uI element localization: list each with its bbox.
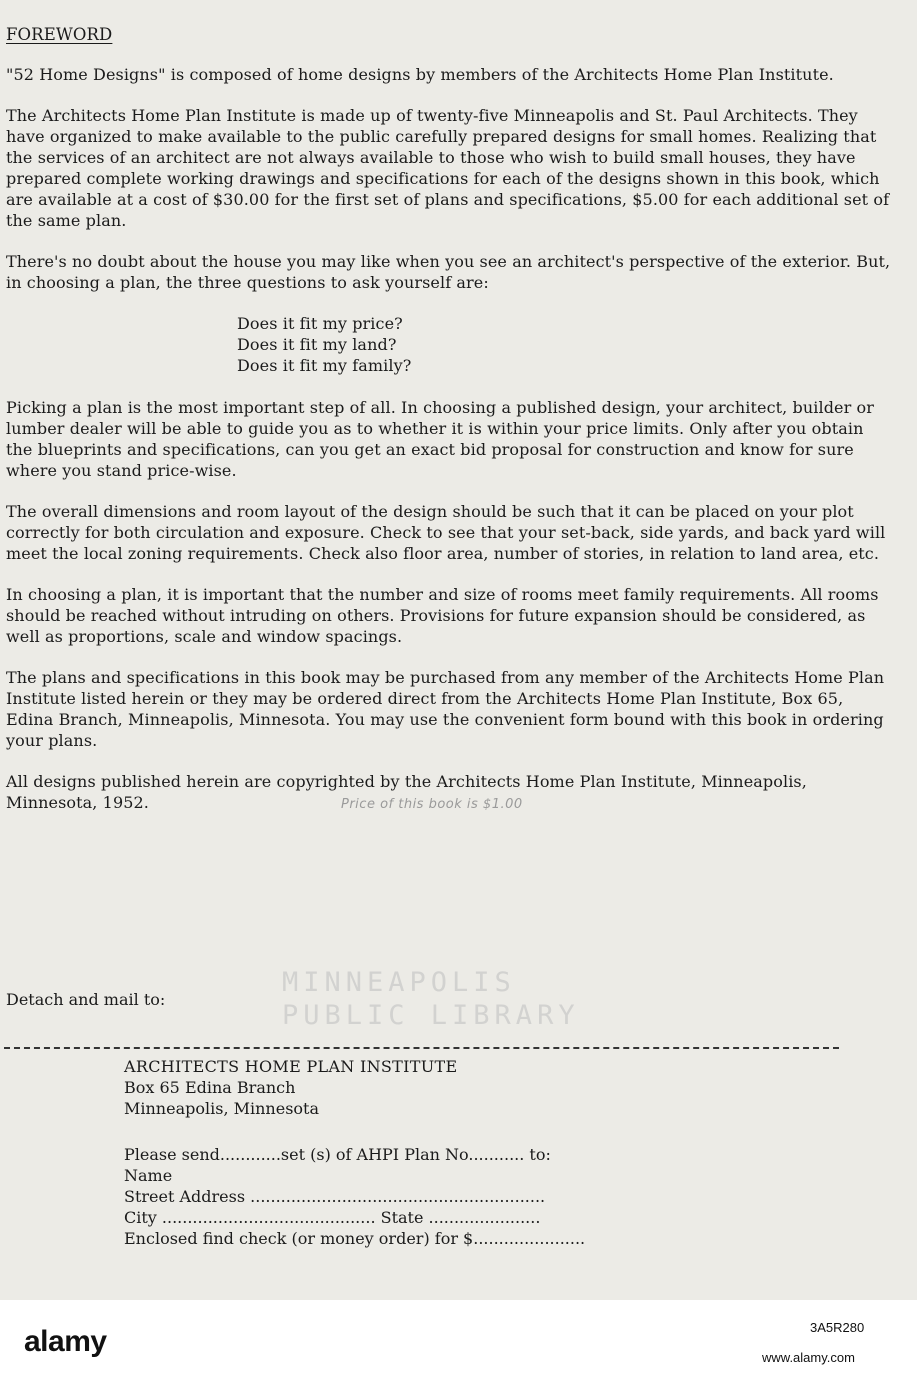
library-stamp: [282, 966, 580, 1032]
detach-label: Detach and mail to:: [6, 990, 166, 1009]
question-family: Does it fit my family?: [237, 356, 412, 375]
form-row-city-state: City .......................................... State ......................: [124, 1208, 541, 1227]
watermark-logo: alamy: [24, 1325, 107, 1358]
form-row-please-send: Please send............set (s) of AHPI Plan No........... to:: [124, 1145, 551, 1164]
form-row-enclosed: Enclosed find check (or money order) for $......................: [124, 1229, 586, 1248]
foreword-heading: FOREWORD: [6, 25, 113, 44]
paragraph-copyright: All designs published herein are copyrighted by the Architects Home Plan Institute, Minneapolis, Minnesota, 1952.: [6, 772, 807, 812]
question-price: Does it fit my price?: [237, 314, 403, 333]
copyright-block: [6, 771, 891, 813]
question-land: Does it fit my land?: [237, 335, 397, 354]
paragraph-intro: "52 Home Designs" is composed of home designs by members of the Architects Home Plan Institute.: [6, 65, 834, 84]
form-row-name: Name: [124, 1166, 173, 1185]
form-address-2: Minneapolis, Minnesota: [124, 1099, 319, 1118]
paragraph-dimensions: The overall dimensions and room layout of the design should be such that it can be placed on your plot correctly for both circulation and exposure. Check to see that your set-back, side yards, and back yard will meet the local zoning requirements. Check also floor area, number of stories, in relation to land area, etc.: [6, 502, 886, 563]
paragraph-perspective: There's no doubt about the house you may like when you see an architect's perspective of the exterior. But, in choosing a plan, the three questions to ask yourself are:: [6, 252, 891, 292]
watermark-bar: [0, 1300, 917, 1390]
stamp-line-2: PUBLIC LIBRARY: [282, 1000, 580, 1031]
watermark-url: www.alamy.com: [762, 1350, 855, 1365]
form-org-name: ARCHITECTS HOME PLAN INSTITUTE: [124, 1057, 458, 1076]
paragraph-rooms: In choosing a plan, it is important that the number and size of rooms meet family requirements. All rooms should be reached without intruding on others. Provisions for future expansion should be considered, as well as proportions, scale and window spacings.: [6, 585, 879, 646]
cut-line: [4, 1047, 839, 1049]
paragraph-picking: Picking a plan is the most important step of all. In choosing a published design, your architect, builder or lumber dealer will be able to guide you as to whether it is within your price limits. Only after you obtain the blueprints and specifications, can you get an exact bid proposal for construction and know for sure where you stand price-wise.: [6, 398, 875, 480]
form-address-1: Box 65 Edina Branch: [124, 1078, 296, 1097]
watermark-image-id: 3A5R280: [810, 1320, 865, 1335]
handwritten-note: Price of this book is $1.00: [341, 797, 523, 812]
order-form: [124, 1056, 724, 1249]
questions-list: [237, 313, 891, 376]
stamp-line-1: MINNEAPOLIS: [282, 967, 516, 998]
form-row-street: Street Address ..........................................................: [124, 1187, 546, 1206]
paragraph-institute: The Architects Home Plan Institute is made up of twenty-five Minneapolis and St. Paul Architects. They have organized to make available to the public carefully prepared designs for small homes. Realizing that the services of an architect are not always available to those who wish to build small houses, they have prepared complete working drawings and specifications for each of the designs shown in this book, which are available at a cost of $30.00 for the first set of plans and specifications, $5.00 for each additional set of the same plan.: [6, 106, 890, 230]
foreword-text: [6, 24, 891, 813]
paragraph-purchase: The plans and specifications in this book may be purchased from any member of the Architects Home Plan Institute listed herein or they may be ordered direct from the Architects Home Plan Institute, Box 65, Edina Branch, Minneapolis, Minnesota. You may use the convenient form bound with this book in ordering your plans.: [6, 668, 885, 750]
